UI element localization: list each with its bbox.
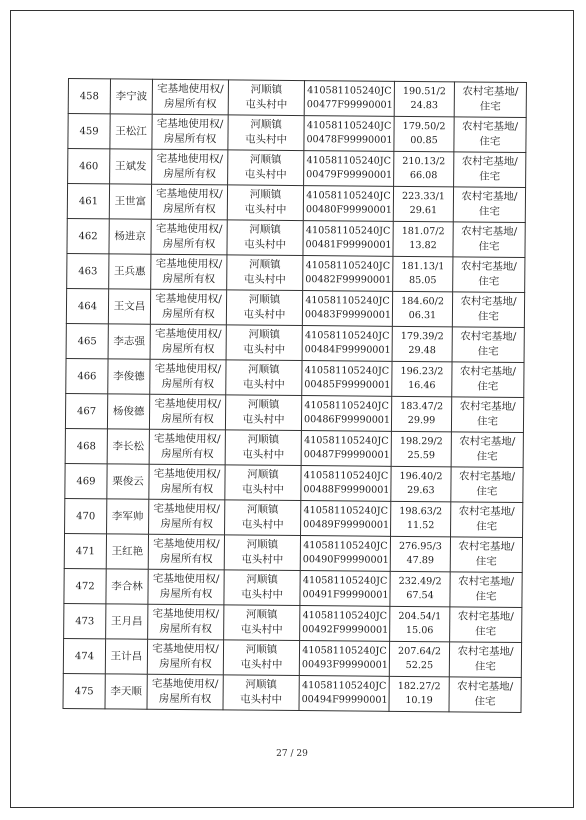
cell-unit-code: 410581105240JC 00491F99990001 [300, 571, 390, 607]
cell-unit-code: 410581105240JC 00493F99990001 [299, 641, 389, 677]
table-row [66, 288, 524, 327]
cell-land-use: 农村宅基地/ 住宅 [454, 152, 526, 188]
cell-unit-code: 410581105240JC 00489F99990001 [301, 501, 391, 537]
cell-area: 182.27/2 10.19 [389, 676, 449, 712]
table-row [68, 114, 526, 153]
cell-land-use: 农村宅基地/ 住宅 [454, 82, 526, 118]
cell-location: 河顺镇 屯头村中 [224, 535, 300, 571]
cell-number: 464 [66, 288, 108, 323]
cell-number: 466 [66, 358, 108, 393]
cell-area: 196.23/2 16.46 [392, 361, 452, 397]
cell-number: 463 [67, 253, 109, 288]
registration-table [62, 78, 526, 713]
cell-number: 468 [65, 428, 107, 463]
table-row [68, 149, 526, 188]
cell-right-type: 宅基地使用权/ 房屋所有权 [149, 429, 225, 465]
cell-number: 473 [64, 603, 106, 638]
cell-number: 461 [67, 184, 109, 219]
cell-owner-name: 杨俊德 [107, 394, 149, 429]
cell-land-use: 农村宅基地/ 住宅 [453, 257, 525, 293]
cell-location: 河顺镇 屯头村中 [226, 325, 302, 361]
table-row [67, 253, 525, 292]
cell-location: 河顺镇 屯头村中 [225, 465, 301, 501]
cell-location: 河顺镇 屯头村中 [227, 185, 303, 221]
cell-unit-code: 410581105240JC 00488F99990001 [301, 466, 391, 502]
cell-right-type: 宅基地使用权/ 房屋所有权 [148, 604, 224, 640]
cell-unit-code: 410581105240JC 00494F99990001 [299, 676, 389, 712]
cell-location: 河顺镇 屯头村中 [226, 290, 302, 326]
cell-owner-name: 李宁波 [110, 79, 152, 114]
cell-owner-name: 王兵惠 [109, 254, 151, 289]
cell-owner-name: 王红艳 [106, 534, 148, 569]
cell-land-use: 农村宅基地/ 住宅 [451, 467, 523, 503]
table-row [65, 428, 523, 467]
cell-area: 183.47/2 29.99 [391, 396, 451, 432]
cell-area: 207.64/2 52.25 [389, 641, 449, 677]
cell-location: 河顺镇 屯头村中 [224, 605, 300, 641]
cell-area: 210.13/2 66.08 [394, 151, 454, 187]
cell-land-use: 农村宅基地/ 住宅 [450, 572, 522, 608]
cell-land-use: 农村宅基地/ 住宅 [452, 362, 524, 398]
cell-land-use: 农村宅基地/ 住宅 [454, 117, 526, 153]
cell-location: 河顺镇 屯头村中 [224, 570, 300, 606]
cell-land-use: 农村宅基地/ 住宅 [449, 677, 521, 713]
cell-owner-name: 王松江 [110, 114, 152, 149]
cell-unit-code: 410581105240JC 00487F99990001 [301, 431, 391, 467]
table-row [63, 638, 521, 677]
cell-area: 181.13/1 85.05 [393, 256, 453, 292]
cell-right-type: 宅基地使用权/ 房屋所有权 [148, 569, 224, 605]
cell-area: 198.63/2 11.52 [391, 501, 451, 537]
cell-number: 465 [66, 323, 108, 358]
cell-unit-code: 410581105240JC 00485F99990001 [302, 361, 392, 397]
cell-unit-code: 410581105240JC 00480F99990001 [303, 186, 393, 222]
cell-unit-code: 410581105240JC 00479F99990001 [304, 151, 394, 187]
cell-location: 河顺镇 屯头村中 [228, 150, 304, 186]
cell-land-use: 农村宅基地/ 住宅 [452, 292, 524, 328]
cell-location: 河顺镇 屯头村中 [228, 115, 304, 151]
cell-owner-name: 王文昌 [108, 289, 150, 324]
cell-unit-code: 410581105240JC 00477F99990001 [304, 81, 394, 117]
cell-right-type: 宅基地使用权/ 房屋所有权 [147, 674, 223, 710]
cell-area: 204.54/1 15.06 [390, 606, 450, 642]
document-page [10, 10, 574, 808]
cell-unit-code: 410581105240JC 00492F99990001 [300, 606, 390, 642]
cell-location: 河顺镇 屯头村中 [223, 640, 299, 676]
cell-location: 河顺镇 屯头村中 [227, 220, 303, 256]
cell-owner-name: 李俊德 [108, 359, 150, 394]
page-number: 27 / 29 [276, 749, 308, 759]
table-row [67, 184, 525, 223]
cell-owner-name: 王斌发 [110, 149, 152, 184]
cell-unit-code: 410581105240JC 00484F99990001 [302, 326, 392, 362]
cell-owner-name: 王世富 [109, 184, 151, 219]
cell-land-use: 农村宅基地/ 住宅 [451, 397, 523, 433]
cell-owner-name: 李军帅 [107, 499, 149, 534]
cell-owner-name: 杨进京 [109, 219, 151, 254]
table-row [63, 673, 521, 712]
cell-unit-code: 410581105240JC 00478F99990001 [304, 116, 394, 152]
cell-unit-code: 410581105240JC 00481F99990001 [303, 221, 393, 257]
cell-land-use: 农村宅基地/ 住宅 [451, 432, 523, 468]
cell-unit-code: 410581105240JC 00486F99990001 [301, 396, 391, 432]
cell-area: 232.49/2 67.54 [390, 571, 450, 607]
cell-owner-name: 栗俊云 [107, 464, 149, 499]
cell-right-type: 宅基地使用权/ 房屋所有权 [147, 639, 223, 675]
cell-number: 474 [63, 638, 105, 673]
table-row [64, 568, 522, 607]
cell-land-use: 农村宅基地/ 住宅 [453, 222, 525, 258]
cell-location: 河顺镇 屯头村中 [228, 80, 304, 116]
cell-right-type: 宅基地使用权/ 房屋所有权 [152, 149, 228, 185]
cell-right-type: 宅基地使用权/ 房屋所有权 [150, 359, 226, 395]
cell-land-use: 农村宅基地/ 住宅 [451, 502, 523, 538]
cell-right-type: 宅基地使用权/ 房屋所有权 [149, 394, 225, 430]
cell-owner-name: 李志强 [108, 324, 150, 359]
table-row [65, 393, 523, 432]
cell-land-use: 农村宅基地/ 住宅 [450, 537, 522, 573]
cell-area: 184.60/2 06.31 [392, 291, 452, 327]
cell-area: 276.95/3 47.89 [390, 536, 450, 572]
cell-right-type: 宅基地使用权/ 房屋所有权 [152, 79, 228, 115]
cell-right-type: 宅基地使用权/ 房屋所有权 [151, 219, 227, 255]
cell-area: 196.40/2 29.63 [391, 466, 451, 502]
table-row [68, 79, 526, 118]
cell-right-type: 宅基地使用权/ 房屋所有权 [149, 464, 225, 500]
table-row [66, 358, 524, 397]
table-row [67, 218, 525, 257]
table-row [64, 533, 522, 572]
cell-number: 459 [68, 114, 110, 149]
cell-right-type: 宅基地使用权/ 房屋所有权 [150, 324, 226, 360]
table-body [63, 79, 526, 713]
cell-number: 470 [65, 498, 107, 533]
cell-land-use: 农村宅基地/ 住宅 [449, 642, 521, 678]
cell-number: 475 [63, 673, 105, 708]
cell-owner-name: 王月昌 [106, 604, 148, 639]
cell-unit-code: 410581105240JC 00490F99990001 [300, 536, 390, 572]
cell-area: 198.29/2 25.59 [391, 431, 451, 467]
table-row [66, 323, 524, 362]
table-row [65, 463, 523, 502]
cell-number: 460 [68, 149, 110, 184]
cell-land-use: 农村宅基地/ 住宅 [452, 327, 524, 363]
cell-land-use: 农村宅基地/ 住宅 [450, 607, 522, 643]
cell-number: 469 [65, 463, 107, 498]
cell-number: 467 [65, 393, 107, 428]
cell-right-type: 宅基地使用权/ 房屋所有权 [149, 499, 225, 535]
cell-number: 471 [64, 533, 106, 568]
cell-number: 472 [64, 568, 106, 603]
cell-owner-name: 李天顺 [105, 674, 147, 709]
cell-unit-code: 410581105240JC 00482F99990001 [303, 256, 393, 292]
cell-location: 河顺镇 屯头村中 [226, 360, 302, 396]
cell-unit-code: 410581105240JC 00483F99990001 [302, 291, 392, 327]
cell-location: 河顺镇 屯头村中 [225, 430, 301, 466]
cell-owner-name: 李合林 [106, 569, 148, 604]
table-row [65, 498, 523, 537]
cell-owner-name: 王计昌 [105, 639, 147, 674]
cell-area: 179.50/2 00.85 [394, 116, 454, 152]
cell-area: 181.07/2 13.82 [393, 221, 453, 257]
table-row [64, 603, 522, 642]
cell-number: 462 [67, 218, 109, 253]
cell-owner-name: 李长松 [107, 429, 149, 464]
cell-area: 179.39/2 29.48 [392, 326, 452, 362]
cell-area: 223.33/1 29.61 [393, 186, 453, 222]
cell-right-type: 宅基地使用权/ 房屋所有权 [151, 184, 227, 220]
cell-location: 河顺镇 屯头村中 [225, 500, 301, 536]
cell-location: 河顺镇 屯头村中 [223, 675, 299, 711]
cell-location: 河顺镇 屯头村中 [227, 255, 303, 291]
cell-right-type: 宅基地使用权/ 房屋所有权 [151, 254, 227, 290]
cell-land-use: 农村宅基地/ 住宅 [453, 187, 525, 223]
cell-right-type: 宅基地使用权/ 房屋所有权 [150, 289, 226, 325]
cell-right-type: 宅基地使用权/ 房屋所有权 [152, 114, 228, 150]
cell-right-type: 宅基地使用权/ 房屋所有权 [148, 534, 224, 570]
cell-number: 458 [68, 79, 110, 114]
cell-location: 河顺镇 屯头村中 [225, 395, 301, 431]
cell-area: 190.51/2 24.83 [394, 81, 454, 117]
